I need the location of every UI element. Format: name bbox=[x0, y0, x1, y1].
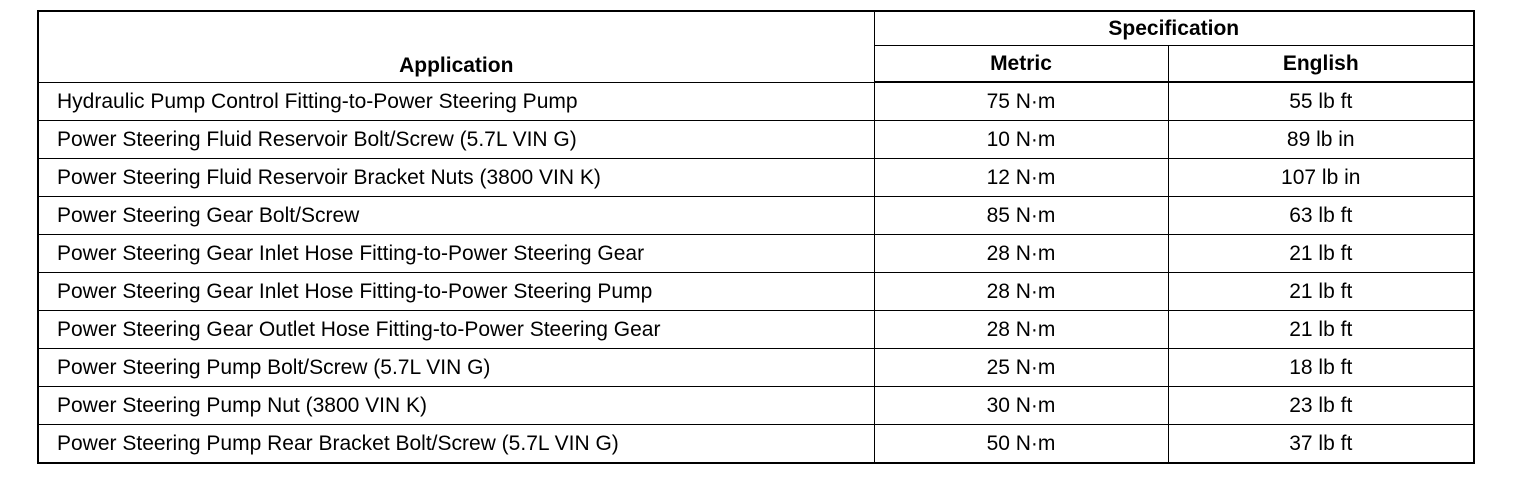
application-cell: Power Steering Pump Nut (3800 VIN K) bbox=[38, 387, 874, 425]
metric-cell: 28 N·m bbox=[874, 311, 1168, 349]
table-row bbox=[38, 235, 1474, 273]
table-row bbox=[38, 425, 1474, 464]
english-cell: 107 lb in bbox=[1168, 159, 1474, 197]
english-cell: 55 lb ft bbox=[1168, 82, 1474, 121]
english-cell: 63 lb ft bbox=[1168, 197, 1474, 235]
table-row bbox=[38, 82, 1474, 121]
table-row bbox=[38, 387, 1474, 425]
english-cell: 37 lb ft bbox=[1168, 425, 1474, 464]
application-cell: Power Steering Gear Inlet Hose Fitting-to-Power Steering Pump bbox=[38, 273, 874, 311]
english-column-header: English bbox=[1168, 46, 1474, 83]
table-row bbox=[38, 121, 1474, 159]
metric-cell: 30 N·m bbox=[874, 387, 1168, 425]
table-row bbox=[38, 197, 1474, 235]
english-cell: 18 lb ft bbox=[1168, 349, 1474, 387]
application-cell: Hydraulic Pump Control Fitting-to-Power Steering Pump bbox=[38, 82, 874, 121]
table-row bbox=[38, 273, 1474, 311]
metric-cell: 50 N·m bbox=[874, 425, 1168, 464]
application-cell: Power Steering Fluid Reservoir Bracket Nuts (3800 VIN K) bbox=[38, 159, 874, 197]
metric-cell: 12 N·m bbox=[874, 159, 1168, 197]
table-row bbox=[38, 311, 1474, 349]
metric-cell: 28 N·m bbox=[874, 273, 1168, 311]
metric-cell: 85 N·m bbox=[874, 197, 1168, 235]
application-cell: Power Steering Pump Bolt/Screw (5.7L VIN G) bbox=[38, 349, 874, 387]
english-cell: 89 lb in bbox=[1168, 121, 1474, 159]
table-row bbox=[38, 159, 1474, 197]
english-cell: 21 lb ft bbox=[1168, 235, 1474, 273]
metric-cell: 28 N·m bbox=[874, 235, 1168, 273]
metric-column-header: Metric bbox=[874, 46, 1168, 83]
table-row bbox=[38, 349, 1474, 387]
specification-column-header: Specification bbox=[874, 11, 1474, 46]
english-cell: 23 lb ft bbox=[1168, 387, 1474, 425]
application-cell: Power Steering Pump Rear Bracket Bolt/Screw (5.7L VIN G) bbox=[38, 425, 874, 464]
application-cell: Power Steering Gear Bolt/Screw bbox=[38, 197, 874, 235]
metric-cell: 25 N·m bbox=[874, 349, 1168, 387]
english-cell: 21 lb ft bbox=[1168, 273, 1474, 311]
application-column-header: Application bbox=[38, 11, 874, 82]
english-cell: 21 lb ft bbox=[1168, 311, 1474, 349]
metric-cell: 75 N·m bbox=[874, 82, 1168, 121]
metric-cell: 10 N·m bbox=[874, 121, 1168, 159]
fastener-spec-table bbox=[37, 10, 1475, 464]
application-cell: Power Steering Gear Outlet Hose Fitting-to-Power Steering Gear bbox=[38, 311, 874, 349]
application-cell: Power Steering Fluid Reservoir Bolt/Screw (5.7L VIN G) bbox=[38, 121, 874, 159]
application-cell: Power Steering Gear Inlet Hose Fitting-to-Power Steering Gear bbox=[38, 235, 874, 273]
